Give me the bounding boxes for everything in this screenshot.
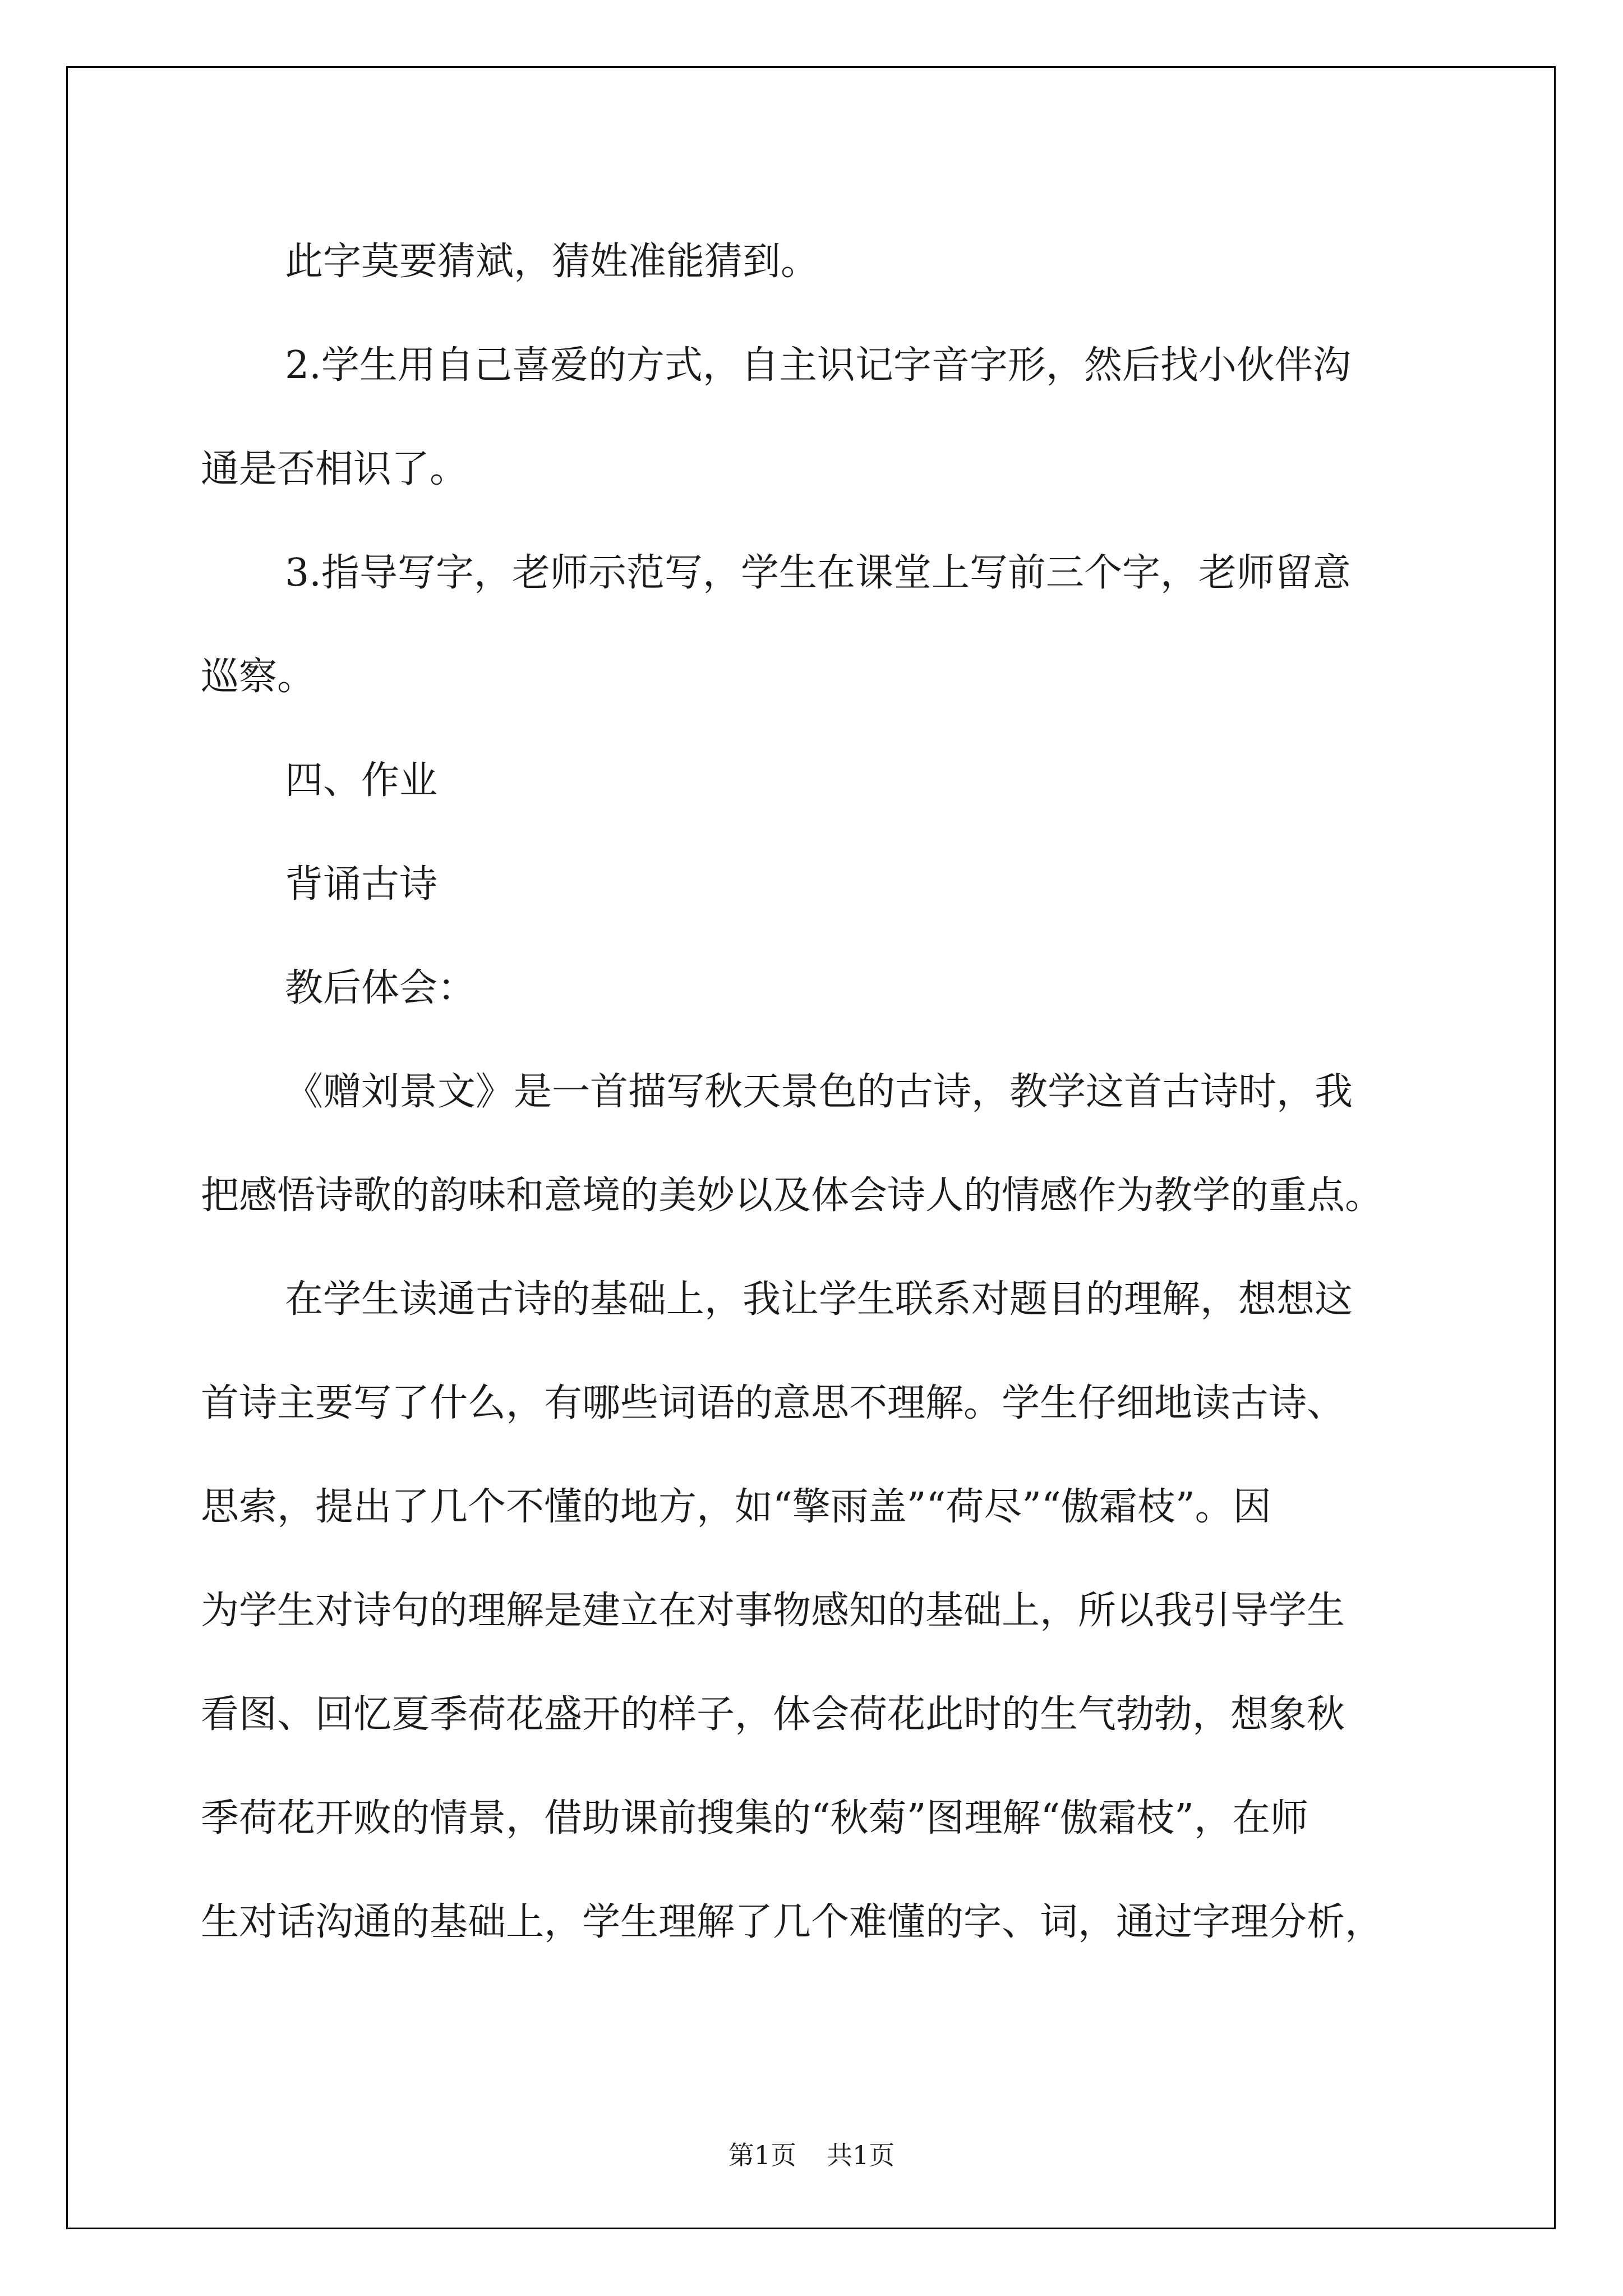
text-line: 在学生读通古诗的基础上，我让学生联系对题目的理解，想想这	[285, 1277, 1353, 1322]
text-line: 看图、回忆夏季荷花盛开的样子，体会荷花此时的生气勃勃，想象秋	[201, 1692, 1345, 1737]
section-heading: 四、作业	[285, 758, 438, 803]
text-line: 背诵古诗	[285, 862, 438, 907]
page-total: 共1页	[827, 2140, 895, 2170]
text-line: 把感悟诗歌的韵味和意境的美妙以及体会诗人的情感作为教学的重点。	[201, 1174, 1384, 1218]
text-line: 为学生对诗句的理解是建立在对事物感知的基础上，所以我引导学生	[201, 1589, 1345, 1633]
section-heading: 教后体会：	[285, 966, 476, 1010]
text-line: 《赠刘景文》是一首描写秋天景色的古诗，教学这首古诗时，我	[285, 1070, 1353, 1114]
text-line: 3.指导写字，老师示范写，学生在课堂上写前三个字，老师留意	[285, 551, 1351, 595]
page-number: 第1页	[728, 2140, 796, 2170]
text-line: 此字莫要猜斌，猜姓准能猜到。	[285, 240, 819, 284]
text-line: 思索，提出了几个不懂的地方，如“擎雨盖”“荷尽”“傲霜枝”。因	[201, 1485, 1271, 1529]
text-line: 2.学生用自己喜爱的方式，自主识记字音字形，然后找小伙伴沟	[285, 343, 1351, 388]
text-line: 季荷花开败的情景，借助课前搜集的“秋菊”图理解“傲霜枝”，在师	[201, 1796, 1309, 1841]
page-footer	[0, 2138, 1623, 2172]
text-line: 首诗主要写了什么，有哪些词语的意思不理解。学生仔细地读古诗、	[201, 1381, 1345, 1425]
text-line: 生对话沟通的基础上，学生理解了几个难懂的字、词，通过字理分析，	[201, 1900, 1384, 1944]
text-line: 通是否相识了。	[201, 447, 468, 491]
document-body	[201, 210, 1429, 1974]
text-line: 巡察。	[201, 655, 316, 699]
